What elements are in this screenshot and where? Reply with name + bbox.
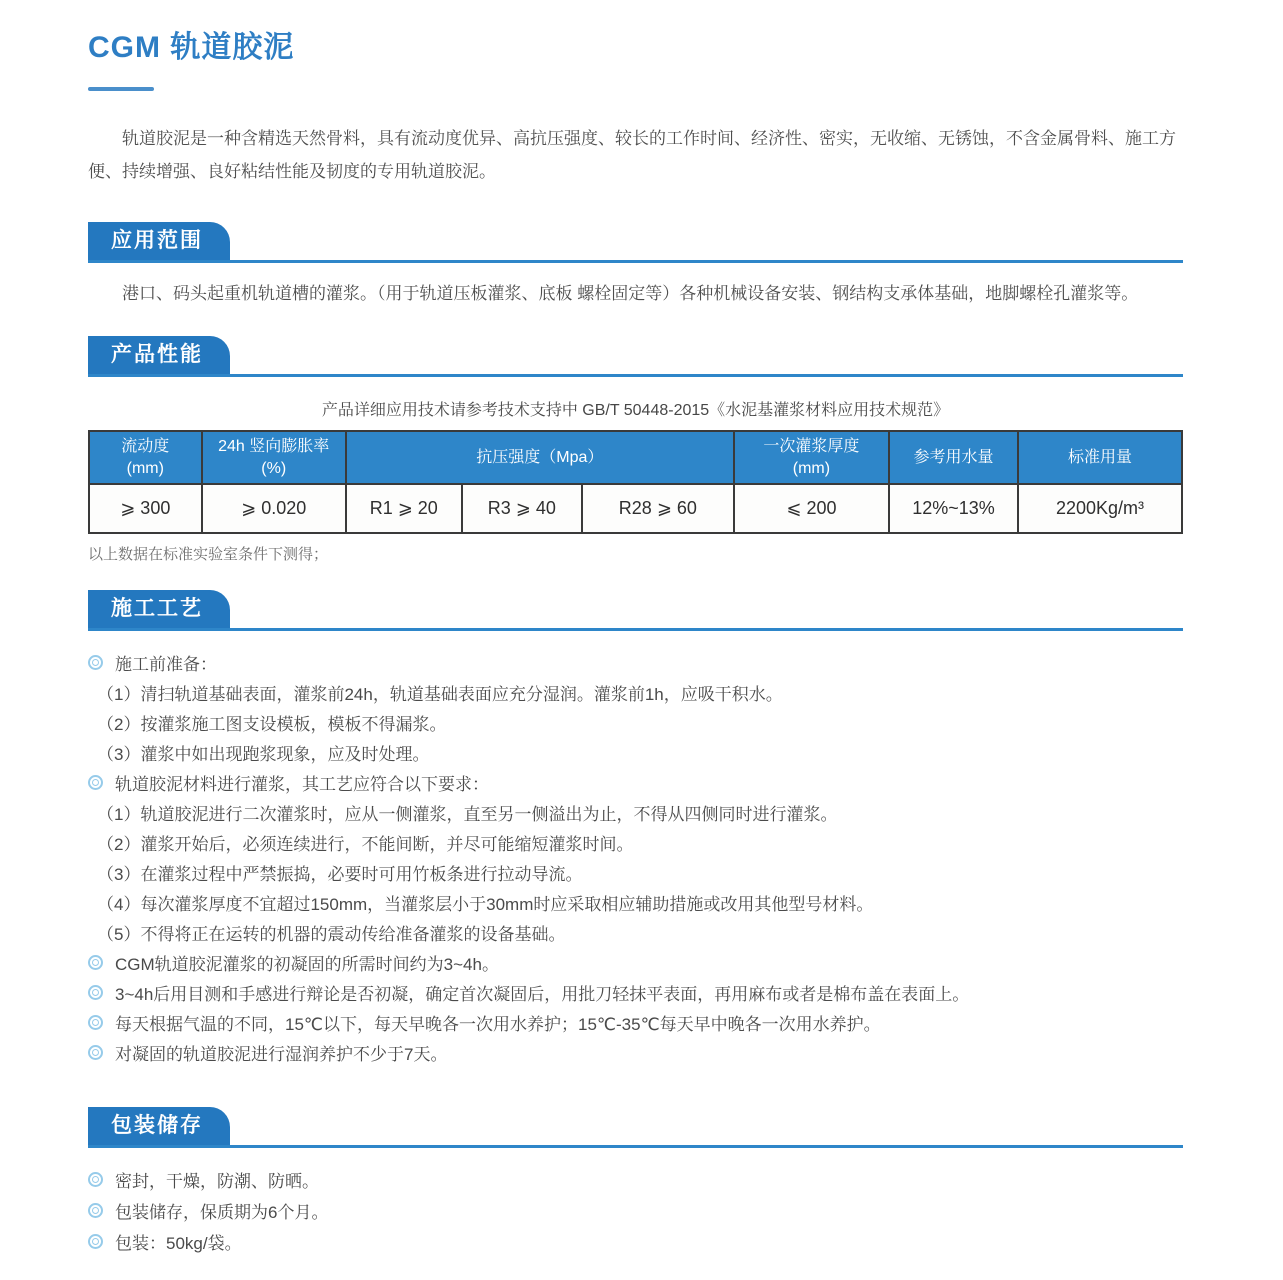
bullet-icon (88, 1172, 103, 1187)
list-item: 对凝固的轨道胶泥进行湿润养护不少于7天。 (88, 1037, 1183, 1067)
bullet-icon (88, 1015, 103, 1030)
table-header-row (89, 431, 1182, 484)
list-item: （2）灌浆开始后，必须连续进行，不能间断，并尽可能缩短灌浆时间。 (97, 834, 634, 854)
bullet-icon (88, 985, 103, 1000)
list-item: （2）按灌浆施工图支设模板，模板不得漏浆。 (97, 714, 447, 734)
list-item: CGM轨道胶泥灌浆的初凝固的所需时间约为3~4h。 (88, 947, 1183, 977)
bullet-icon (88, 1203, 103, 1218)
performance-table (88, 430, 1183, 534)
performance-note: 产品详细应用技术请参考技术支持中 GB/T 50448-2015《水泥基灌浆材料应用技术规范》 (321, 402, 950, 419)
table-footnote: 以上数据在标准实验室条件下测得； (88, 546, 329, 563)
list-item: 密封，干燥，防潮、防晒。 (88, 1164, 1183, 1195)
section-badge-application: 应用范围 (88, 222, 230, 260)
bullet-icon (88, 1234, 103, 1249)
bullet-icon (88, 1045, 103, 1060)
list-item: （5）不得将正在运转的机器的震动传给准备灌浆的设备基础。 (97, 924, 566, 944)
table-data-row (89, 484, 1182, 533)
list-item: 每天根据气温的不同，15℃以下，每天早晚各一次用水养护；15℃-35℃每天早中晚各一次用水养护。 (88, 1007, 1183, 1037)
bullet-icon (88, 775, 103, 790)
list-item: 3~4h后用目测和手感进行辩论是否初凝，确定首次凝固后，用批刀轻抹平表面，再用麻布或者是棉布盖在表面上。 (88, 977, 1183, 1007)
bullet-icon (88, 655, 103, 670)
page-title: CGM 轨道胶泥 (88, 31, 295, 64)
cell-thickness: ⩽ 200 (734, 484, 889, 533)
section-header-performance (88, 336, 1183, 377)
cell-flowability: ⩾ 300 (89, 484, 202, 533)
list-item: （4）每次灌浆厚度不宜超过150mm，当灌浆层小于30mm时应采取相应辅助措施或改用其他型号材料。 (97, 894, 874, 914)
list-item: （1）轨道胶泥进行二次灌浆时，应从一侧灌浆，直至另一侧溢出为止，不得从四侧同时进行灌浆。 (97, 804, 838, 824)
list-item: （3）灌浆中如出现跑浆现象，应及时处理。 (97, 744, 430, 764)
col-header-compressive-strength: 抗压强度（Mpa） (346, 431, 734, 484)
packaging-list (88, 1164, 1183, 1257)
section-badge-packaging: 包装储存 (88, 1107, 230, 1145)
col-header-expansion: 24h 竖向膨胀率 (%) (202, 431, 346, 484)
bullet-icon (88, 955, 103, 970)
cell-r28: R28 ⩾ 60 (582, 484, 734, 533)
title-underline (88, 87, 154, 91)
cell-water: 12%~13% (889, 484, 1018, 533)
list-item: （3）在灌浆过程中严禁振捣，必要时可用竹板条进行拉动导流。 (97, 864, 583, 884)
section-header-packaging (88, 1107, 1183, 1148)
list-item: （1）清扫轨道基础表面，灌浆前24h，轨道基础表面应充分湿润。灌浆前1h，应吸干积水。 (97, 684, 783, 704)
cell-r1: R1 ⩾ 20 (346, 484, 462, 533)
list-item: 包装储存，保质期为6个月。 (88, 1195, 1183, 1226)
list-item: 轨道胶泥材料进行灌浆，其工艺应符合以下要求： (88, 767, 1183, 797)
col-header-grouting-thickness: 一次灌浆厚度 (mm) (734, 431, 889, 484)
intro-paragraph: 轨道胶泥是一种含精选天然骨料，具有流动度优异、高抗压强度、较长的工作时间、经济性、密实，无收缩、无锈蚀，不含金属骨料、施工方便、持续增强、良好粘结性能及韧度的专用轨道胶泥。 (88, 129, 1176, 181)
application-text: 港口、码头起重机轨道槽的灌浆。（用于轨道压板灌浆、底板 螺栓固定等）各种机械设备安装、钢结构支承体基础，地脚螺栓孔灌浆等。 (122, 284, 1139, 303)
process-list (88, 647, 1183, 1067)
col-header-flowability: 流动度 (mm) (89, 431, 202, 484)
section-header-application (88, 222, 1183, 263)
section-badge-performance: 产品性能 (88, 336, 230, 374)
cell-r3: R3 ⩾ 40 (462, 484, 582, 533)
section-header-process (88, 590, 1183, 631)
col-header-water-usage: 参考用水量 (889, 431, 1018, 484)
cell-expansion: ⩾ 0.020 (202, 484, 346, 533)
cell-dosage: 2200Kg/m³ (1018, 484, 1182, 533)
list-item: 包装：50kg/袋。 (88, 1226, 1183, 1257)
section-badge-process: 施工工艺 (88, 590, 230, 628)
col-header-standard-dosage: 标准用量 (1018, 431, 1182, 484)
list-item: 施工前准备： (88, 647, 1183, 677)
